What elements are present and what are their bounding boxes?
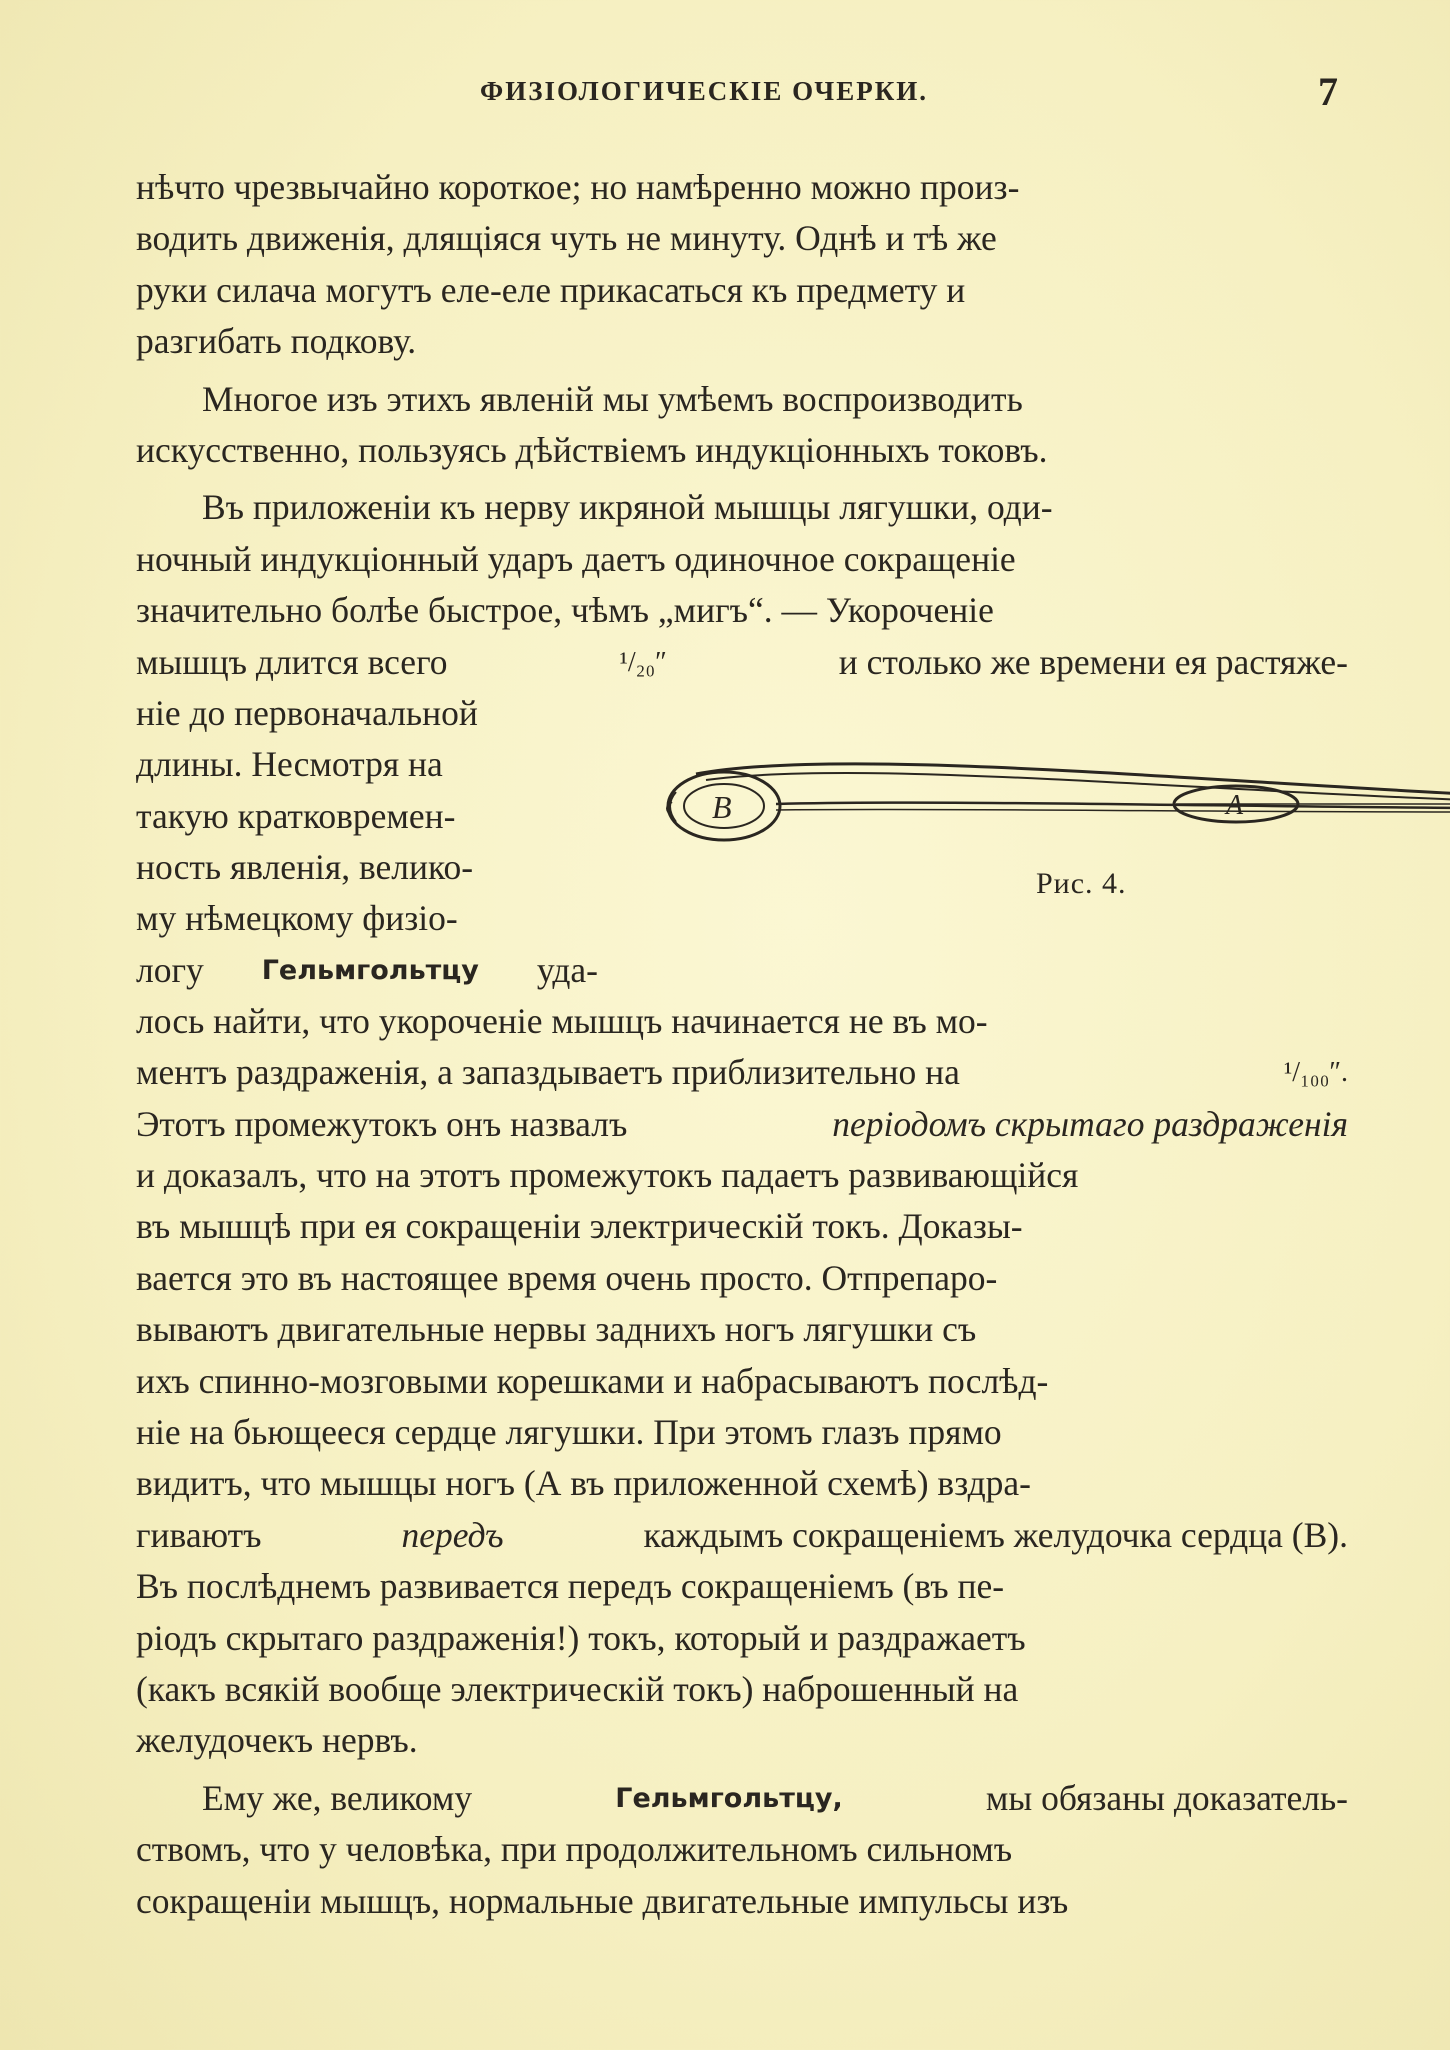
text-segment: уда- [536, 949, 598, 990]
text-segment: гиваютъ [136, 1514, 262, 1555]
text-segment: ментъ раздраженія, а запаздываетъ приблизительно на [136, 1052, 960, 1093]
fraction: ¹/₁₀₀″. [1283, 1057, 1348, 1089]
text-line-helmholtz [136, 945, 598, 996]
text-line: въ мышцѣ при ея сокращеніи электрическій токъ. Доказы- [136, 1206, 1023, 1247]
italic-term: періодомъ скрытаго раздраженія [832, 1103, 1348, 1144]
text-segment: и столько же времени ея растяже- [838, 641, 1348, 682]
text-line: желудочекъ нервъ. [136, 1720, 418, 1761]
text-line: видитъ, что мышцы ногъ (А въ приложенной схемѣ) вздра- [136, 1463, 1031, 1504]
nerve-upper [696, 764, 1450, 794]
text-line: вается это въ настоящее время очень просто. Отпрепаро- [136, 1257, 998, 1298]
text-line: Въ приложеніи къ нерву икряной мышцы лягушки, оди- [202, 487, 1053, 528]
text-line: руки силача могутъ еле-еле прикасаться къ предмету и [136, 269, 966, 310]
text-segment: каждымъ сокращеніемъ желудочка сердца (В). [643, 1514, 1348, 1555]
text-line: ніе до первоначальной [136, 692, 478, 733]
label-a: A [1226, 789, 1244, 821]
text-line: Многое изъ этихъ явленій мы умѣемъ воспроизводить [202, 378, 1023, 419]
text-line: значительно болѣе быстрое, чѣмъ „мигъ“. — Укороченіе [136, 590, 994, 631]
text-line-fraction [136, 637, 1348, 688]
text-line: нѣчто чрезвычайно короткое; но намѣренно можно произ- [136, 167, 1020, 207]
text-line-italic [136, 1510, 1348, 1561]
label-b: B [712, 788, 732, 825]
text-line: длины. Несмотря на [136, 744, 443, 785]
text-line: сокращеніи мышцъ, нормальные двигательные импульсы изъ [136, 1880, 1069, 1921]
fraction: ¹/₂₀″ [619, 646, 667, 678]
text-line: разгибать подкову. [136, 321, 417, 362]
figure-wrap-zone [136, 688, 1348, 996]
text-line: лось найти, что укороченіе мышцъ начинается не въ мо- [136, 1000, 988, 1041]
text-line: водить движенія, длящіяся чуть не минуту. Однѣ и тѣ же [136, 218, 997, 259]
text-line: и доказалъ, что на этотъ промежутокъ падаетъ развивающійся [136, 1155, 1079, 1196]
text-line: му нѣмецкому физіо- [136, 898, 458, 939]
text-line-helmholtz [136, 1773, 1348, 1824]
name-helmholtz: Гельмгольтцу [261, 954, 479, 986]
text-line: Въ послѣднемъ развивается передъ сокращеніемъ (въ пе- [136, 1566, 1005, 1607]
text-line: ріодъ скрытаго раздраженія!) токъ, который и раздражаетъ [136, 1617, 1026, 1658]
text-line: вываютъ двигательные нервы заднихъ ногъ лягушки съ [136, 1309, 977, 1350]
text-line-fraction [136, 1047, 1348, 1098]
figure-4 [636, 708, 1450, 968]
text-segment: мы обязаны доказатель- [985, 1777, 1348, 1818]
figure-caption: Рис. 4. [1036, 866, 1127, 900]
body-text [136, 162, 1348, 1927]
text-line: ность явленія, велико- [136, 847, 474, 888]
text-segment: логу [136, 949, 204, 990]
text-line: ствомъ, что у человѣка, при продолжительномъ сильномъ [136, 1829, 1013, 1870]
italic-term: передъ [401, 1514, 504, 1555]
running-header [0, 69, 1450, 114]
text-line-italic [136, 1099, 1348, 1150]
text-line: ніе на бьющееся сердце лягушки. При этомъ глазъ прямо [136, 1412, 1002, 1453]
text-line: ихъ спинно-мозговыми корешками и набрасываютъ послѣд- [136, 1360, 1049, 1401]
text-line: искусственно, пользуясь дѣйствіемъ индукціонныхъ токовъ. [136, 429, 1048, 470]
text-segment: мышцъ длится всего [136, 641, 448, 682]
text-segment: Ему же, великому [202, 1777, 473, 1818]
frog-heart-nerve-illustration [636, 708, 1450, 858]
text-line: такую кратковремен- [136, 795, 456, 836]
name-helmholtz: Гельмгольтцу, [615, 1782, 843, 1814]
text-line: (какъ всякій вообще электрическій токъ) наброшенный на [136, 1668, 1019, 1709]
page-number: 7 [1318, 69, 1338, 114]
running-title: ФИЗІОЛОГИЧЕСКІЕ ОЧЕРКИ. [480, 76, 929, 106]
text-line: ночный индукціонный ударъ даетъ одиночное сокращеніе [136, 538, 1016, 579]
text-segment: Этотъ промежутокъ онъ назвалъ [136, 1103, 628, 1144]
